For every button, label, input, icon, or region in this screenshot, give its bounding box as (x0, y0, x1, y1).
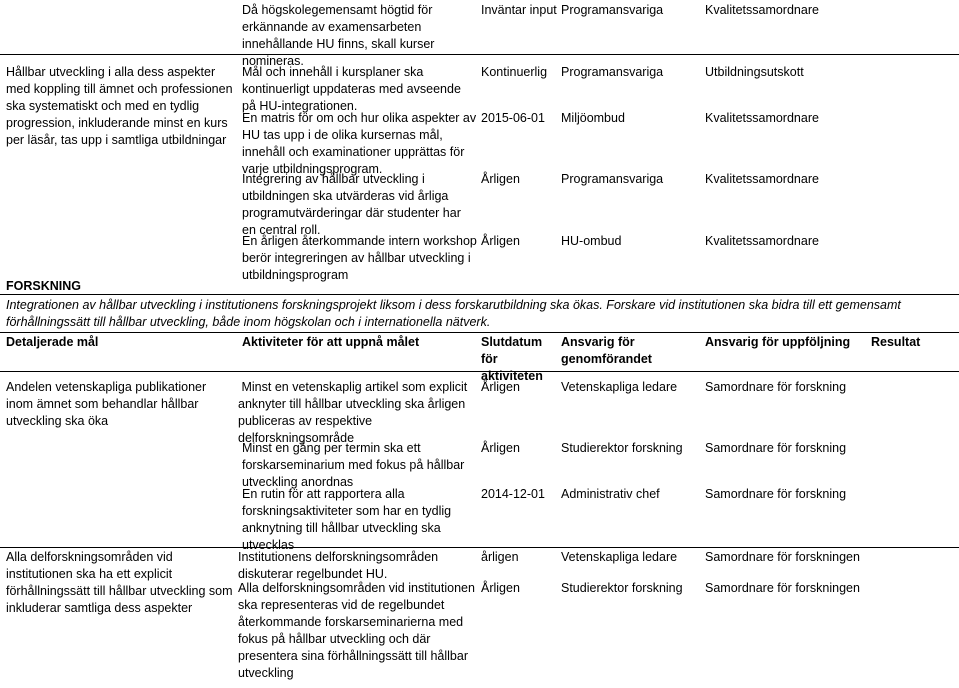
responsible-text: Administrativ chef (561, 487, 660, 501)
header-result: Resultat (871, 335, 921, 349)
deadline-text: 2015-06-01 (481, 111, 545, 125)
grid-line (0, 371, 959, 372)
followup-text: Samordnare för forskning (705, 441, 847, 455)
responsible-text: Programansvariga (561, 3, 664, 17)
grid-line (0, 332, 959, 333)
activity-text: En matris för om och hur olika aspekter av HU tas upp i de olika kursernas mål, innehåll och examinationer upprättas för varje utbildningsprogram. (242, 111, 480, 176)
activity-text: Institutionens delforskningsområden diskuterar regelbundet HU. (238, 550, 442, 581)
responsible-text: Studierektor forskning (561, 581, 683, 595)
followup-text: Kvalitetssamordnare (705, 234, 819, 248)
goal-text: Hållbar utveckling i alla dess aspekter med koppling till ämnet och professionen ska systematiskt och med en tydlig progression, inkluderande minst en kurs per läsår, tas upp i samtliga utbildningar (6, 65, 237, 147)
deadline-text: årligen (481, 550, 519, 564)
header-deadline: Slutdatum för aktiviteten (481, 335, 546, 383)
activity-text: Mål och innehåll i kursplaner ska kontinuerligt uppdateras med avseende på HU-integrationen. (242, 65, 465, 113)
deadline-text: Inväntar input (481, 3, 557, 17)
deadline-text: Kontinuerlig (481, 65, 548, 79)
responsible-text: HU-ombud (561, 234, 622, 248)
activity-text: Alla delforskningsområden vid institutionen ska representeras vid de regelbundet återkommande forskarseminarierna med fokus på hållbar utveckling och där presentera sina förhållningssätt till hållbar utveckling (238, 581, 479, 680)
responsible-text: Studierektor forskning (561, 441, 683, 455)
header-goal: Detaljerade mål (6, 335, 99, 349)
deadline-text: Årligen (481, 581, 520, 595)
goal-text: Andelen vetenskapliga publikationer inom ämnet som behandlar hållbar utveckling ska öka (6, 380, 210, 428)
grid-line (0, 294, 959, 295)
header-responsible: Ansvarig för genomförandet (561, 335, 652, 366)
grid-line (0, 547, 959, 548)
followup-text: Kvalitetssamordnare (705, 111, 819, 125)
activity-text: En årligen återkommande intern workshop berör integreringen av hållbar utveckling i utbildningsprogram (242, 234, 481, 282)
responsible-text: Miljöombud (561, 111, 625, 125)
responsible-text: Vetenskapliga ledare (561, 380, 678, 394)
deadline-text: Årligen (481, 234, 520, 248)
header-followup: Ansvarig för uppföljning (705, 335, 851, 349)
section-intro: Integrationen av hållbar utveckling i institutionens forskningsprojekt liksom i dess forskarutbildning ska ökas. Forskare vid institutionen ska bidra till ett gemensamt förhållningssätt till hållbar utveckling, både inom högskolan och i internationella nätverk. (6, 298, 905, 329)
followup-text: Samordnare för forskning (705, 380, 847, 394)
followup-text: Samordnare för forskningen (705, 550, 860, 564)
followup-text: Kvalitetssamordnare (705, 3, 819, 17)
grid-line (0, 54, 959, 55)
activity-text: En rutin för att rapportera alla forskningsaktiviteter som har en tydlig anknytning till hållbar utveckling ska utvecklas (242, 487, 455, 552)
deadline-text: 2014-12-01 (481, 487, 545, 501)
activity-text: Då högskolegemensamt högtid för erkännande av examensarbeten innehållande HU finns, skall kurser nomineras. (242, 3, 438, 68)
activity-text: Minst en vetenskaplig artikel som explicit anknyter till hållbar utveckling ska årligen publiceras av respektive delforskningsområde (238, 380, 471, 445)
responsible-text: Vetenskapliga ledare (561, 550, 678, 564)
activity-text: Minst en gång per termin ska ett forskarseminarium med fokus på hållbar utveckling anordnas (242, 441, 468, 489)
followup-text: Samordnare för forskning (705, 487, 847, 501)
section-title: FORSKNING (6, 279, 81, 293)
followup-text: Samordnare för forskningen (705, 581, 860, 595)
deadline-text: Årligen (481, 380, 520, 394)
goal-text: Alla delforskningsområden vid institutionen ska ha ett explicit förhållningssätt till hållbar utveckling som inkluderar samtliga dess aspekter (6, 550, 236, 615)
deadline-text: Årligen (481, 441, 520, 455)
followup-text: Kvalitetssamordnare (705, 172, 819, 186)
responsible-text: Programansvariga (561, 172, 664, 186)
header-activity: Aktiviteter för att uppnå målet (242, 335, 420, 349)
activity-text: Integrering av hållbar utveckling i utbildningen ska utvärderas vid årliga programutvärderingar där studenter har en central roll. (242, 172, 465, 237)
followup-text: Utbildningsutskott (705, 65, 804, 79)
responsible-text: Programansvariga (561, 65, 664, 79)
deadline-text: Årligen (481, 172, 520, 186)
